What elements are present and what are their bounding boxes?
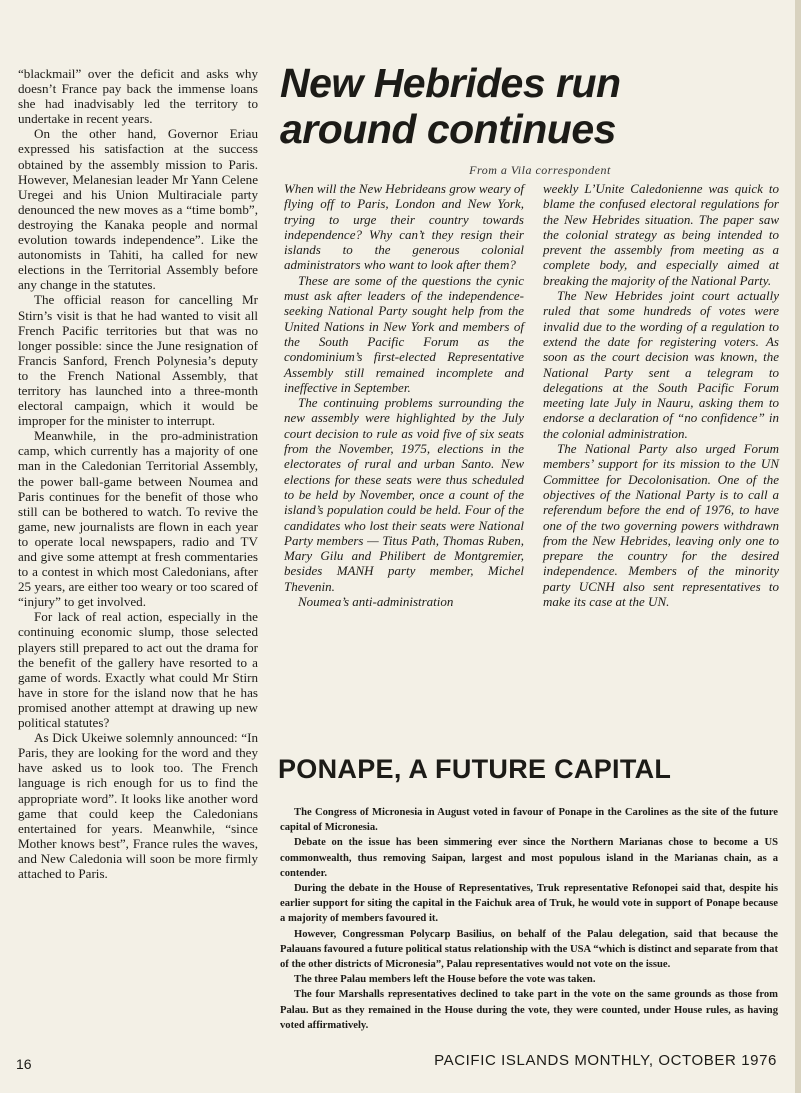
- left-column-story: [18, 66, 258, 881]
- page-number: 16: [16, 1056, 32, 1072]
- article-byline: From a Vila correspondent: [469, 163, 611, 177]
- article-column-b: [543, 181, 779, 609]
- article-paragraph: Noumea’s anti-administration: [298, 594, 454, 610]
- article-paragraph: The National Party also urged Forum members’ support for its mission to the UN Committee for Decolonisation. One of the objectives of the National Party is to call a referendum before the end of 1976, to have one of the two governing powers withdrawn from the New Hebrides, leaving only one to prepare the country for the desired independence. Members of the minority party UCNH also sent representatives to make its case at the UN.: [543, 441, 779, 610]
- left-paragraph: As Dick Ukeiwe solemnly announced: “In Paris, they are looking for the word and they have asked us to look too. The French language is rich enough for us to find the appropriate word”. It looks like another word game that could keep the Caledonians entertained for years. Meanwhile, “since Mother knows best”, France rules the waves, and New Caledonia will soon be more firmly attached to Paris.: [18, 730, 258, 881]
- left-paragraph: Meanwhile, in the pro-administration camp, which currently has a majority of one man in the Caledonian Territorial Assembly, the power ball-game between Noumea and Paris continues for the benefit of those who still can be bothered to watch. To revive the game, new journalists are flown in each year to operate local newspapers, radio and TV and give some attempt at fresh commentaries to a contest in which most Caledonians, after 25 years, are either too weary or too scared of “injury” to get involved.: [18, 428, 258, 610]
- left-paragraph: On the other hand, Governor Eriau expressed his satisfaction at the success obtained by the assembly mission to Paris. However, Melanesian leader Mr Yann Celene Uregei and his Union Multiraciale party denounced the new moves as a “time bomb”, destroying the Kanaka people and normal evolution towards independence”. Like the autonomists in Tahiti, ha called for new elections in the Territorial Assembly before any change in the statutes.: [18, 126, 258, 293]
- article-paragraph: The New Hebrides joint court actually ruled that some hundreds of votes were invalid due to the wording of a regulation to extend the date for registering voters. As soon as the court decision was known, the National Party sent a telegram to delegations at the South Pacific Forum meeting late July in Nauru, asking them to endorse a declaration of “no confidence” in the colonial administration.: [543, 288, 779, 441]
- article-paragraph: weekly L’Unite Caledonienne was quick to blame the confused electoral regulations for the New Hebrides situation. The paper saw the colonial strategy as being intended to prevent the assembly from meeting as a complete body, and especially aimed at breaking the majority of the National Party.: [543, 181, 779, 288]
- article-paragraph: When will the New Hebrideans grow weary of flying off to Paris, London and New York, trying to urge their country towards independence? Why can’t they resign their islands to the generous colonial administrators who want to look after them?: [284, 181, 524, 273]
- page-edge: [795, 0, 801, 1093]
- ponape-paragraph: Debate on the issue has been simmering ever since the Northern Marianas chose to become a US commonwealth, thus removing Saipan, largest and most populous island in the Marianas chain, as a contender.: [280, 837, 778, 879]
- ponape-paragraph: The Congress of Micronesia in August voted in favour of Ponape in the Carolines as the site of the future capital of Micronesia.: [280, 807, 778, 834]
- publication-footer: PACIFIC ISLANDS MONTHLY, OCTOBER 1976: [434, 1052, 777, 1069]
- article-paragraph: These are some of the questions the cynic must ask after leaders of the independence-seeking National Party sought help from the United Nations in New York and members of the South Pacific Forum as the condominium’s first-elected Representative Assembly still remained incomplete and ineffective in September.: [284, 272, 524, 395]
- ponape-paragraph: The three Palau members left the House before the vote was taken.: [294, 974, 596, 986]
- left-paragraph: “blackmail” over the deficit and asks why doesn’t France pay back the immense loans she had inadvisably led the territory to undertake in recent years.: [18, 66, 258, 127]
- article-headline: New Hebrides run around continues: [280, 60, 621, 152]
- article-paragraph: The continuing problems surrounding the new assembly were highlighted by the July court decision to rule as void five of six seats from the November, 1975, elections in the electorates of rural and urban Santo. New elections for these seats were thus scheduled to be held by November, once a count of the island’s population could be held. Four of the candidates who lost their seats were National Party members — Titus Path, Thomas Ruben, Mary Gilu and Philibert de Montgremier, besides MANH party member, Michel Thevenin.: [284, 395, 524, 594]
- ponape-story: [280, 805, 778, 1033]
- ponape-paragraph: However, Congressman Polycarp Basilius, on behalf of the Palau delegation, said that because the Palauans favoured a future political status relationship with the USA “which is distinct and separate from that of the other districts of Micronesia”, Palau representatives would not vote on the issue.: [280, 928, 778, 971]
- ponape-headline: PONAPE, A FUTURE CAPITAL: [278, 754, 672, 784]
- article-column-a: [284, 181, 524, 609]
- left-paragraph: For lack of real action, especially in the continuing economic slump, those selected players still prepared to act out the drama for the benefit of the gallery have resorted to a game of words. Exactly what could Mr Stirn have in store for the island now that he has promised another attempt at drawing up new political statutes?: [18, 609, 258, 731]
- ponape-paragraph: During the debate in the House of Representatives, Truk representative Refonopei said that, despite his earlier support for siting the capital in the Faichuk area of Truk, he would vote in support of Ponape because a majority of members favoured it.: [280, 883, 778, 925]
- left-paragraph: The official reason for cancelling Mr Stirn’s visit is that he had wanted to visit all French Pacific territories but that was no longer possible: since the June resignation of Francis Sanford, French Polynesia’s deputy to the French National Assembly, that territory has launched into a three-month electoral campaign, which it would be improper for the minister to interrupt.: [18, 292, 258, 429]
- ponape-paragraph: The four Marshalls representatives declined to take part in the vote on the same grounds as those from Palau. But as they remained in the House during the vote, they were counted, under House rules, as having voted affirmatively.: [280, 989, 778, 1031]
